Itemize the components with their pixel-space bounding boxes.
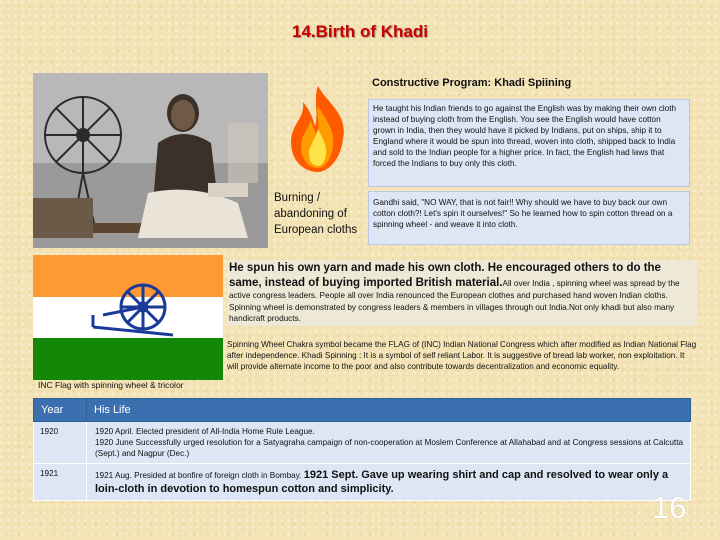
- flag-caption: INC Flag with spinning wheel & tricolor: [38, 380, 184, 390]
- gandhi-spinning-photo: [33, 73, 268, 248]
- row-life-line: 1920 June Successfully urged resolution for a Satyagraha campaign of non-cooperation at Moslem Conference at Allahabad and at Congress sessions at Calcutta (Sept.) and Nagpur (Dec.): [95, 438, 684, 458]
- program-paragraph-1: He taught his Indian friends to go against the English was by making their own cloth instead of buying cloth from the English. You see the English would have cotton grown in India, then they would have it picked by Indians, put on ships, ship it to England where it would be spun into thread, woven into cloth, shipped back to India and sold to the Indian people for a higher price. In fact, the English had laws that forced the Indians to buy only this cloth.: [368, 99, 690, 187]
- burning-caption: Burning / abandoning of European cloths: [274, 192, 358, 236]
- table-header-row: [34, 399, 691, 422]
- row-life-text: 1921 Aug. Presided at bonfire of foreign cloth in Bombay.: [95, 471, 304, 480]
- table-row: [34, 464, 691, 501]
- spun-lead-text: He spun his own yarn and made his own cloth. He encouraged others to do the same, instead of buying imported British material.: [229, 262, 661, 289]
- header-his-life: His Life: [87, 399, 691, 422]
- row-life: [87, 464, 691, 501]
- slide-title: 14.Birth of Khadi: [291, 22, 428, 41]
- row-year: 1921: [34, 464, 87, 501]
- row-life-bold-text: 1921 Sept. Gave up wearing shirt and cap and resolved to wear only a loin-cloth in devotion to homespun cotton and simplicity.: [95, 469, 669, 495]
- chakra-paragraph: Spinning Wheel Chakra symbol became the FLAG of (INC) Indian National Congress which after modified as Indian National Flag after independence. Khadi Spinning : It is a symbol of self reliant Labor. It is suggestive of bread lab worker, non exploitation. It will provide alternate income to the poor and also contribute towards decentralization and economic equality.: [227, 340, 697, 371]
- row-life: [87, 422, 691, 464]
- inc-flag-image: [33, 255, 223, 380]
- row-life-line: 1920 April. Elected president of All-India Home Rule League.: [95, 427, 315, 436]
- life-timeline-table: [33, 398, 691, 501]
- row-year: 1920: [34, 422, 87, 464]
- program-heading: Constructive Program: Khadi Spiining: [372, 77, 572, 89]
- spun-paragraph: [227, 260, 697, 326]
- page-number: 16: [652, 490, 687, 525]
- header-year: Year: [34, 399, 87, 422]
- spun-body-text: All over India , spinning wheel was spread by the active congress leaders. People all over India renounced the European clothes and purchased hand woven Indian cloths. Spinning wheel is demonstrated by congress leaders & members in villages through out India.Not only khadi but also many handicraft products.: [229, 278, 680, 323]
- program-paragraph-2: Gandhi said, "NO WAY, that is not fair!! Why should we have to buy back our own cotton cloth?! Let's spin it ourselves!" So he learned how to spin cotton thread on a spinning wheel - and weave it into cloth.: [368, 191, 690, 245]
- table-row: [34, 422, 691, 464]
- fire-icon: [283, 84, 353, 174]
